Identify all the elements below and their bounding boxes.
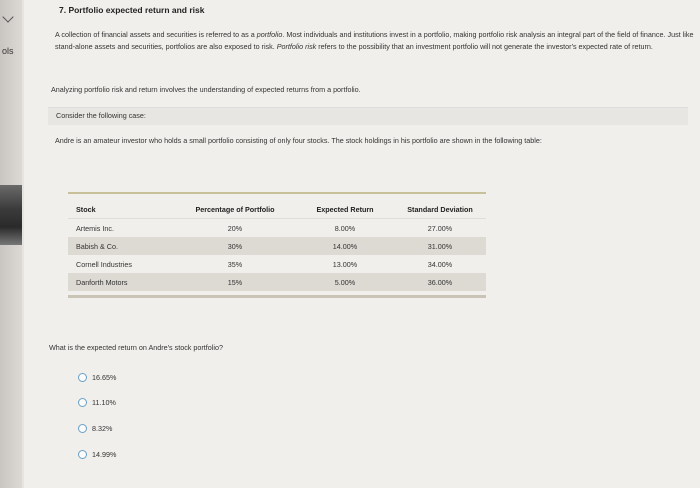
question-title: 7. Portfolio expected return and risk bbox=[59, 5, 205, 15]
cell-stock: Danforth Motors bbox=[68, 273, 174, 291]
cell-std-dev: 31.00% bbox=[394, 237, 486, 255]
radio-icon[interactable] bbox=[78, 373, 87, 382]
option-3[interactable] bbox=[78, 424, 112, 433]
case-description: Andre is an amateur investor who holds a small portfolio consisting of only four stocks. The stock holdings in his portfolio are shown in the following table: bbox=[55, 136, 542, 145]
table-row bbox=[68, 255, 486, 273]
option-label: 16.65% bbox=[92, 373, 117, 382]
radio-icon[interactable] bbox=[78, 398, 87, 407]
radio-icon[interactable] bbox=[78, 424, 87, 433]
option-1[interactable] bbox=[78, 373, 116, 382]
cell-std-dev: 34.00% bbox=[427, 259, 453, 269]
cell-percentage: 15% bbox=[174, 273, 296, 291]
option-label: 8.32% bbox=[92, 424, 113, 433]
cell-percentage: 30% bbox=[174, 237, 296, 255]
analyzing-text: Analyzing portfolio risk and return involves the understanding of expected returns from a portfolio. bbox=[51, 85, 361, 94]
cell-percentage: 35% bbox=[227, 259, 243, 269]
question-page bbox=[24, 0, 700, 488]
cell-stock: Cornell Industries bbox=[76, 259, 132, 269]
table-top-rule bbox=[68, 192, 486, 194]
cell-expected-return: 8.00% bbox=[334, 223, 356, 233]
left-sidebar-strip bbox=[0, 0, 22, 488]
radio-icon[interactable] bbox=[78, 450, 87, 459]
table-bottom-rule bbox=[68, 295, 486, 298]
option-label: 14.99% bbox=[92, 450, 117, 459]
intro-text-3: refers to the possibility that an investment portfolio will not generate the investor's expected rate of return. bbox=[316, 42, 653, 51]
header-percentage: Percentage of Portfolio bbox=[174, 200, 296, 219]
question-prompt: What is the expected return on Andre's stock portfolio? bbox=[49, 343, 223, 352]
option-2[interactable] bbox=[78, 398, 116, 407]
thumbnail-image bbox=[0, 185, 22, 245]
cell-expected-return: 14.00% bbox=[296, 237, 394, 255]
header-expected-return: Expected Return bbox=[296, 200, 394, 219]
intro-paragraph bbox=[55, 29, 695, 53]
portfolio-table bbox=[68, 192, 486, 298]
cell-expected-return: 5.00% bbox=[296, 273, 394, 291]
cell-expected-return: 13.00% bbox=[332, 259, 358, 269]
cell-std-dev: 27.00% bbox=[427, 223, 453, 233]
term-portfolio-risk: Portfolio risk bbox=[276, 42, 317, 51]
intro-text-1: A collection of financial assets and securities is referred to as a bbox=[55, 30, 257, 39]
sidebar-label: ols bbox=[2, 46, 14, 56]
table-row bbox=[68, 273, 486, 291]
option-label: 11.10% bbox=[92, 398, 116, 407]
option-4[interactable] bbox=[78, 450, 116, 459]
consider-text: Consider the following case: bbox=[56, 111, 146, 120]
cell-percentage: 20% bbox=[227, 223, 243, 233]
cell-std-dev: 36.00% bbox=[394, 273, 486, 291]
term-portfolio: portfolio bbox=[256, 30, 283, 39]
cell-stock: Artemis Inc. bbox=[76, 223, 114, 233]
intro-text-2: . Most individuals and institutions invest in a portfolio, making portfolio risk analysis an integral part of the field of finance. Just like stand-alone assets and securities, portfolios are also exposed to risk. bbox=[55, 30, 694, 51]
table-row bbox=[68, 219, 486, 238]
chevron-right-icon[interactable] bbox=[2, 11, 13, 22]
header-stock: Stock bbox=[68, 200, 174, 219]
header-std-dev: Standard Deviation bbox=[394, 200, 486, 219]
table-header-row bbox=[68, 200, 486, 219]
table-row bbox=[68, 237, 486, 255]
cell-stock: Babish & Co. bbox=[68, 237, 174, 255]
